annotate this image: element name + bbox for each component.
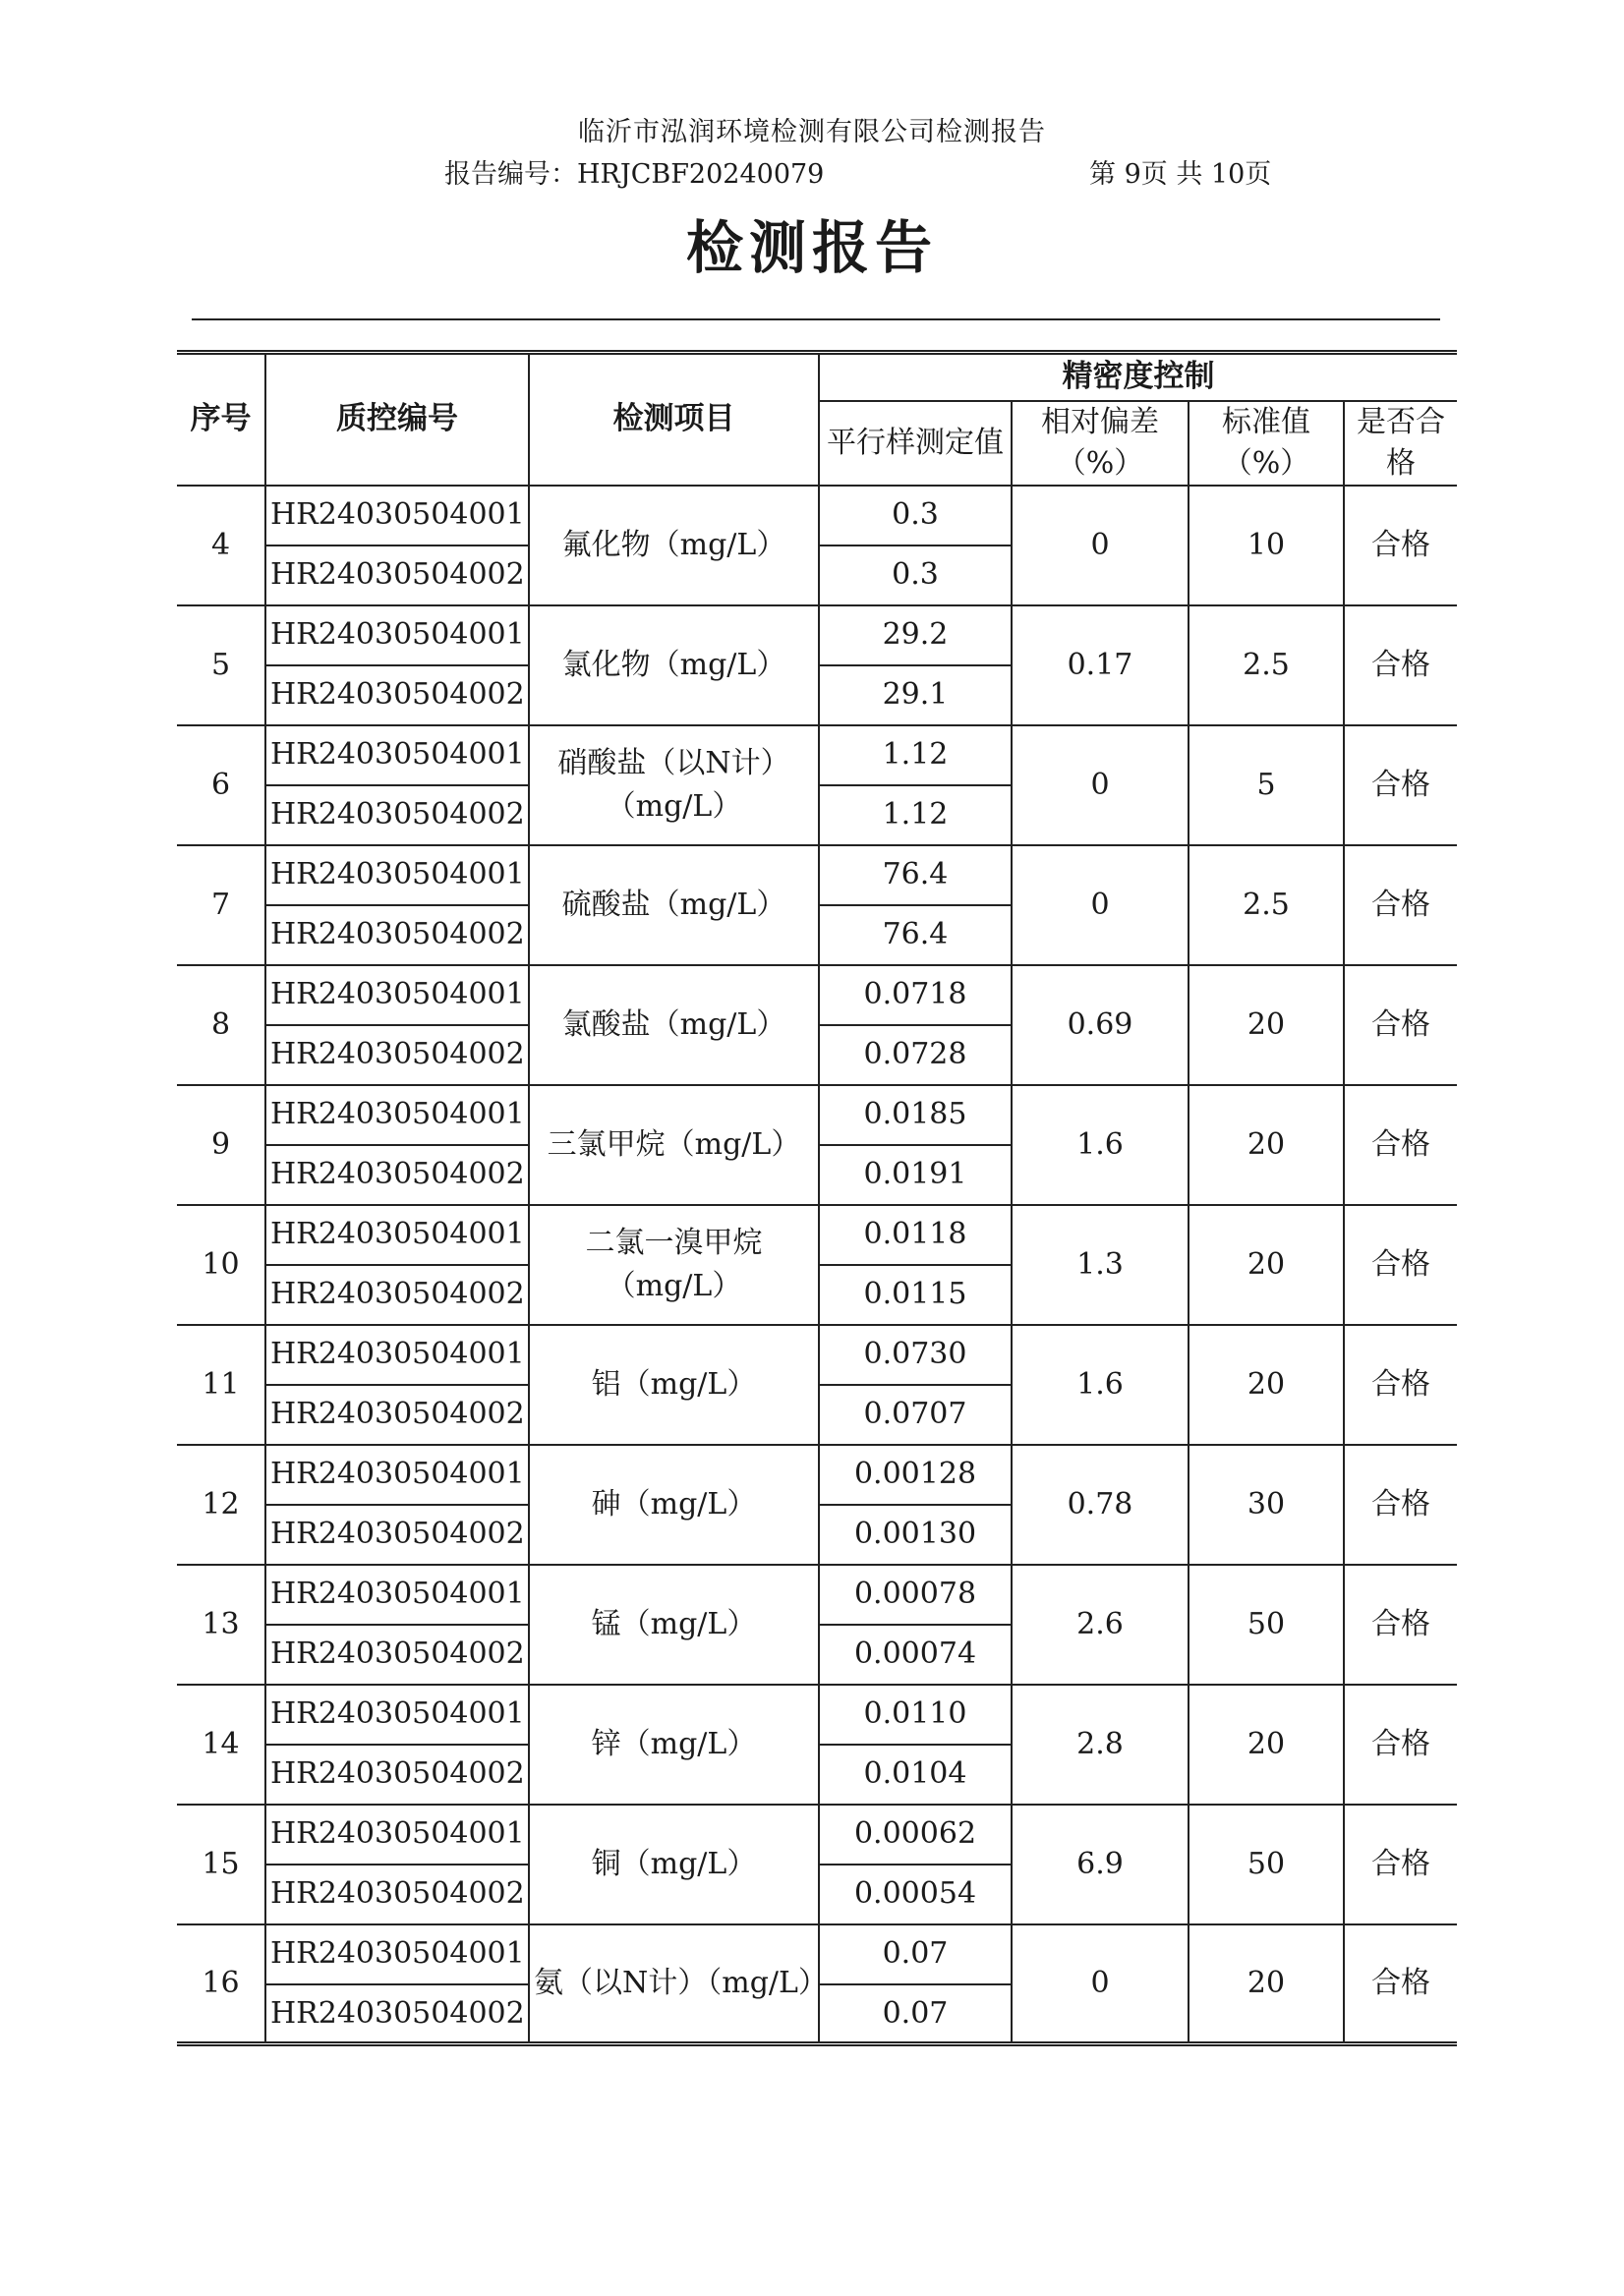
cell-pass: 合格 [1344,725,1457,845]
cell-standard-value: 20 [1189,1085,1344,1205]
cell-pass: 合格 [1344,605,1457,725]
cell-parallel-value: 1.12 [819,725,1012,785]
cell-test-item: 砷（mg/L） [529,1445,819,1565]
cell-parallel-value: 1.12 [819,785,1012,845]
report-number: 报告编号：HRJCBF20240079 [444,159,825,190]
table-body [177,486,1457,2044]
cell-pass: 合格 [1344,1085,1457,1205]
cell-relative-deviation: 2.6 [1012,1565,1189,1685]
cell-pass: 合格 [1344,845,1457,965]
cell-pass: 合格 [1344,1805,1457,1924]
cell-qc-code: HR24030504002 [265,665,529,725]
cell-standard-value: 2.5 [1189,605,1344,725]
page-indicator: 第 9页 共 10页 [1089,159,1272,190]
cell-qc-code: HR24030504002 [265,1145,529,1205]
cell-standard-value: 20 [1189,1325,1344,1445]
cell-parallel-value: 0.07 [819,1924,1012,1984]
cell-seq: 10 [177,1205,265,1325]
cell-test-item: 二氯一溴甲烷（mg/L） [529,1205,819,1325]
cell-parallel-value: 0.00078 [819,1565,1012,1625]
cell-seq: 5 [177,605,265,725]
cell-parallel-value: 0.00074 [819,1625,1012,1685]
cell-relative-deviation: 0.17 [1012,605,1189,725]
cell-test-item: 硫酸盐（mg/L） [529,845,819,965]
company-header: 临沂市泓润环境检测有限公司检测报告 [578,117,1046,147]
cell-pass: 合格 [1344,1445,1457,1565]
header-pass: 是否合格 [1344,401,1457,486]
precision-control-table [177,350,1457,2046]
cell-relative-deviation: 0 [1012,486,1189,605]
cell-parallel-value: 0.07 [819,1984,1012,2044]
cell-parallel-value: 0.0728 [819,1025,1012,1085]
cell-qc-code: HR24030504001 [265,1445,529,1505]
table-row [177,1805,1457,1865]
cell-standard-value: 20 [1189,965,1344,1085]
cell-pass: 合格 [1344,965,1457,1085]
cell-parallel-value: 0.0110 [819,1685,1012,1745]
cell-parallel-value: 0.0185 [819,1085,1012,1145]
header-relative-deviation: 相对偏差（%） [1012,401,1189,486]
cell-parallel-value: 0.0191 [819,1145,1012,1205]
cell-test-item: 氯酸盐（mg/L） [529,965,819,1085]
cell-parallel-value: 0.3 [819,486,1012,545]
cell-parallel-value: 0.00128 [819,1445,1012,1505]
cell-qc-code: HR24030504001 [265,486,529,545]
cell-seq: 4 [177,486,265,605]
cell-pass: 合格 [1344,1565,1457,1685]
cell-relative-deviation: 1.3 [1012,1205,1189,1325]
cell-parallel-value: 29.1 [819,665,1012,725]
cell-parallel-value: 0.0730 [819,1325,1012,1385]
table-row [177,725,1457,785]
cell-relative-deviation: 2.8 [1012,1685,1189,1805]
table-row [177,1685,1457,1745]
cell-parallel-value: 0.0104 [819,1745,1012,1805]
cell-qc-code: HR24030504002 [265,1385,529,1445]
cell-test-item: 氨（以N计）（mg/L） [529,1924,819,2044]
cell-qc-code: HR24030504001 [265,605,529,665]
table-row [177,1445,1457,1505]
cell-test-item: 锰（mg/L） [529,1565,819,1685]
cell-qc-code: HR24030504002 [265,785,529,845]
header-standard-value: 标准值（%） [1189,401,1344,486]
cell-qc-code: HR24030504001 [265,1805,529,1865]
cell-parallel-value: 0.0118 [819,1205,1012,1265]
table-row [177,1085,1457,1145]
cell-qc-code: HR24030504001 [265,1325,529,1385]
header-qc-code: 质控编号 [265,353,529,486]
cell-standard-value: 50 [1189,1565,1344,1685]
cell-seq: 6 [177,725,265,845]
cell-test-item: 锌（mg/L） [529,1685,819,1805]
page-title: 检测报告 [685,214,938,281]
cell-relative-deviation: 0 [1012,725,1189,845]
cell-parallel-value: 0.00130 [819,1505,1012,1565]
cell-qc-code: HR24030504001 [265,1685,529,1745]
cell-qc-code: HR24030504002 [265,1865,529,1924]
header-parallel-value: 平行样测定值 [819,401,1012,486]
cell-qc-code: HR24030504002 [265,1025,529,1085]
table-row [177,605,1457,665]
cell-qc-code: HR24030504001 [265,1924,529,1984]
cell-standard-value: 20 [1189,1924,1344,2044]
cell-seq: 13 [177,1565,265,1685]
cell-test-item: 氟化物（mg/L） [529,486,819,605]
cell-qc-code: HR24030504001 [265,1205,529,1265]
table-row [177,486,1457,545]
cell-pass: 合格 [1344,1685,1457,1805]
cell-relative-deviation: 0.78 [1012,1445,1189,1565]
header-test-item: 检测项目 [529,353,819,486]
cell-test-item: 氯化物（mg/L） [529,605,819,725]
cell-seq: 16 [177,1924,265,2044]
cell-qc-code: HR24030504002 [265,905,529,965]
header-precision-control: 精密度控制 [819,353,1457,401]
cell-test-item: 硝酸盐（以N计）（mg/L） [529,725,819,845]
cell-relative-deviation: 0 [1012,1924,1189,2044]
cell-relative-deviation: 0 [1012,845,1189,965]
table-row [177,1924,1457,1984]
cell-qc-code: HR24030504001 [265,1565,529,1625]
table-row [177,1205,1457,1265]
cell-seq: 15 [177,1805,265,1924]
cell-qc-code: HR24030504001 [265,725,529,785]
cell-pass: 合格 [1344,1205,1457,1325]
cell-pass: 合格 [1344,1325,1457,1445]
cell-parallel-value: 0.0115 [819,1265,1012,1325]
cell-parallel-value: 76.4 [819,905,1012,965]
cell-parallel-value: 0.0707 [819,1385,1012,1445]
cell-test-item: 三氯甲烷（mg/L） [529,1085,819,1205]
cell-parallel-value: 0.0718 [819,965,1012,1025]
cell-pass: 合格 [1344,1924,1457,2044]
cell-standard-value: 30 [1189,1445,1344,1565]
cell-test-item: 铜（mg/L） [529,1805,819,1924]
cell-seq: 12 [177,1445,265,1565]
cell-seq: 14 [177,1685,265,1805]
cell-parallel-value: 0.00054 [819,1865,1012,1924]
table-row [177,1325,1457,1385]
cell-parallel-value: 0.3 [819,545,1012,605]
cell-qc-code: HR24030504002 [265,1625,529,1685]
cell-relative-deviation: 1.6 [1012,1085,1189,1205]
cell-seq: 8 [177,965,265,1085]
cell-standard-value: 20 [1189,1205,1344,1325]
cell-seq: 7 [177,845,265,965]
cell-qc-code: HR24030504001 [265,845,529,905]
table-row [177,965,1457,1025]
cell-qc-code: HR24030504002 [265,1265,529,1325]
cell-parallel-value: 29.2 [819,605,1012,665]
cell-qc-code: HR24030504001 [265,965,529,1025]
title-divider [192,318,1440,320]
cell-standard-value: 5 [1189,725,1344,845]
cell-qc-code: HR24030504002 [265,1984,529,2044]
cell-pass: 合格 [1344,486,1457,605]
cell-standard-value: 2.5 [1189,845,1344,965]
header-seq: 序号 [177,353,265,486]
cell-standard-value: 20 [1189,1685,1344,1805]
cell-standard-value: 50 [1189,1805,1344,1924]
cell-relative-deviation: 1.6 [1012,1325,1189,1445]
cell-parallel-value: 0.00062 [819,1805,1012,1865]
table-row [177,845,1457,905]
cell-relative-deviation: 6.9 [1012,1805,1189,1924]
cell-test-item: 铝（mg/L） [529,1325,819,1445]
cell-standard-value: 10 [1189,486,1344,605]
cell-seq: 11 [177,1325,265,1445]
cell-parallel-value: 76.4 [819,845,1012,905]
cell-relative-deviation: 0.69 [1012,965,1189,1085]
table-row [177,1565,1457,1625]
cell-qc-code: HR24030504002 [265,545,529,605]
cell-seq: 9 [177,1085,265,1205]
cell-qc-code: HR24030504002 [265,1745,529,1805]
cell-qc-code: HR24030504002 [265,1505,529,1565]
cell-qc-code: HR24030504001 [265,1085,529,1145]
